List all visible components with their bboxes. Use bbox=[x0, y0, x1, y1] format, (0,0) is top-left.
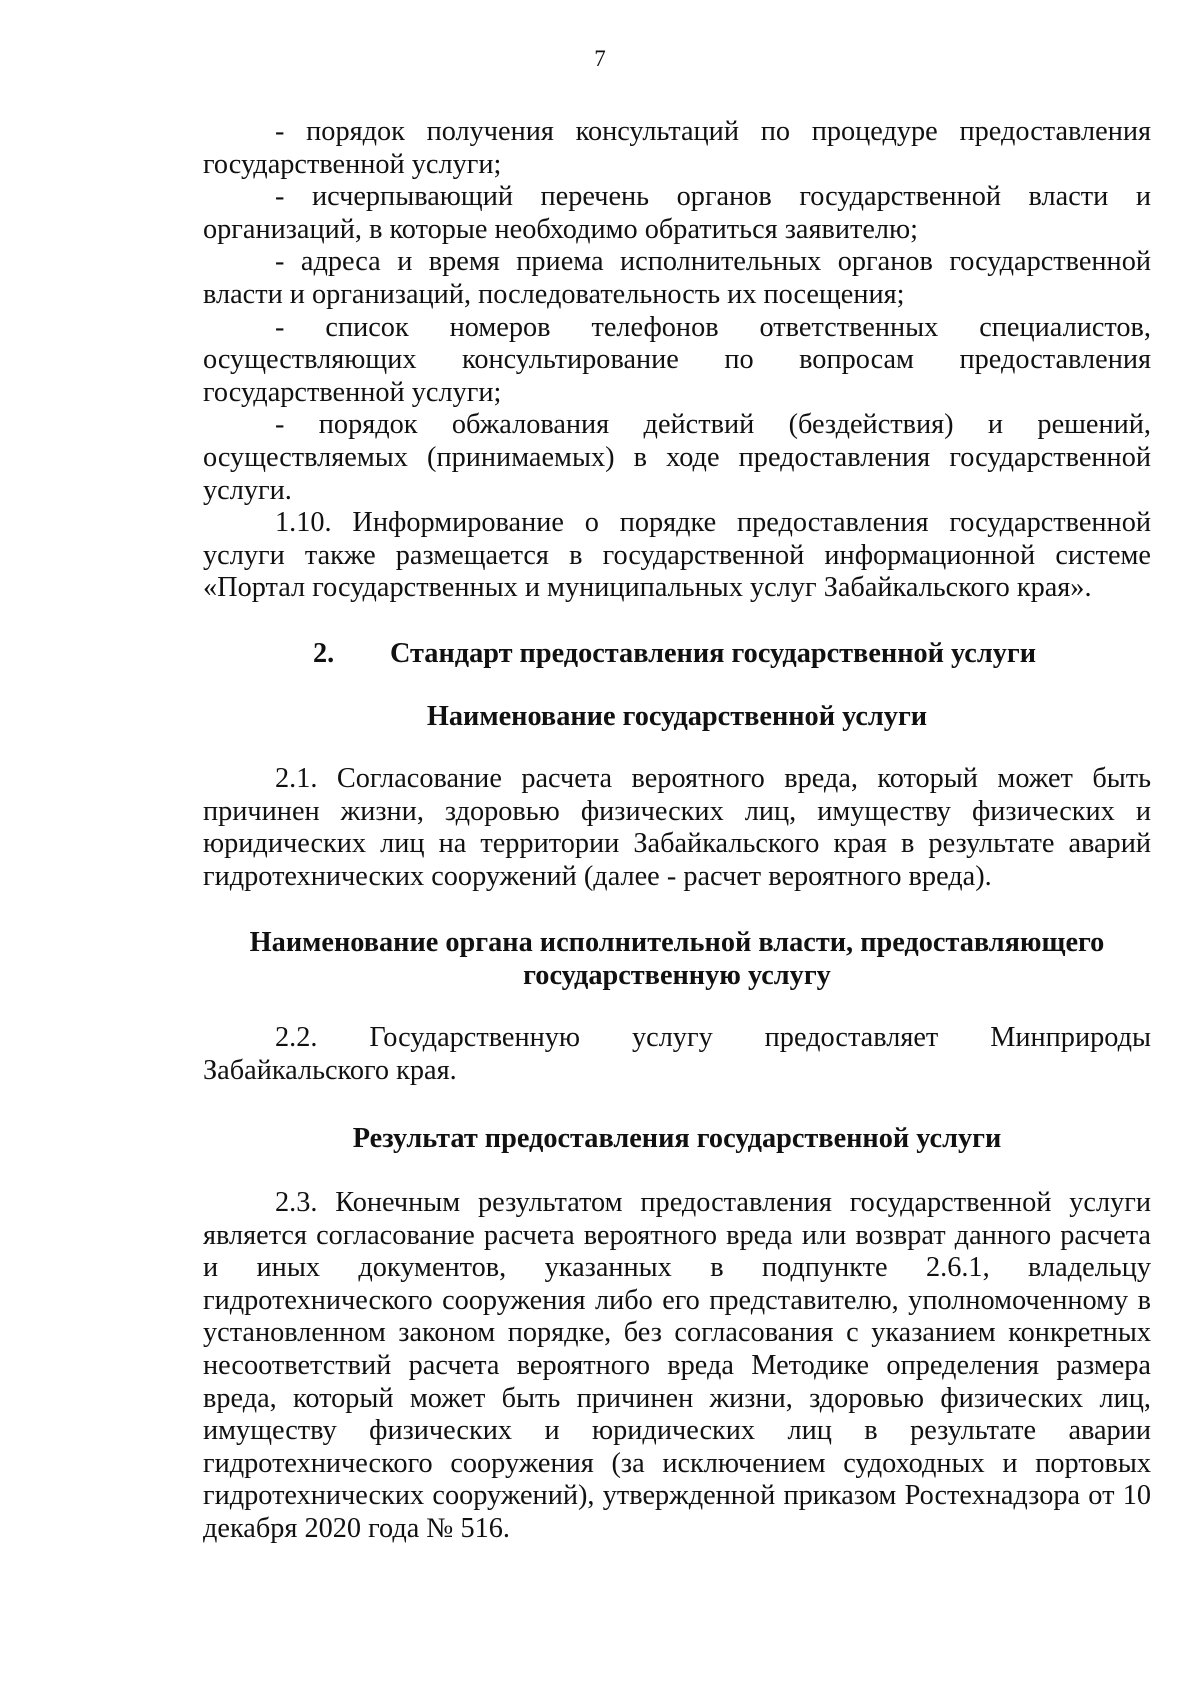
subsection-heading-name: Наименование государственной услуги bbox=[426, 701, 928, 732]
section-2-2 bbox=[203, 1022, 1151, 1087]
list-item: - адреса и время приема исполнительных органов государственной власти и организаций, последовательность их посещения; bbox=[203, 246, 1151, 310]
intro-list bbox=[203, 116, 1151, 605]
section-title: Стандарт предоставления государственной услуги bbox=[390, 638, 1037, 669]
list-item: - порядок получения консультаций по процедуре предоставления государственной услуги; bbox=[203, 116, 1151, 180]
paragraph-1-10: 1.10. Информирование о порядке предоставления государственной услуги также размещается в государственной информационной системе «Портал государственных и муниципальных услуг Забайкальского края». bbox=[203, 507, 1151, 604]
section-2-1 bbox=[203, 763, 1151, 893]
section-2-3 bbox=[203, 1187, 1151, 1546]
page-number: 7 bbox=[594, 46, 606, 71]
list-item: - список номеров телефонов ответственных специалистов, осуществляющих консультирование по вопросам предоставления государственной услуги; bbox=[203, 311, 1151, 408]
paragraph-2-1: 2.1. Согласование расчета вероятного вреда, который может быть причинен жизни, здоровью физических лиц, имуществу физических и юридических лиц на территории Забайкальского края в результате аварий гидротехнических сооружений (далее - расчет вероятного вреда). bbox=[203, 763, 1151, 892]
list-item: - исчерпывающий перечень органов государственной власти и организаций, в которые необходимо обратиться заявителю; bbox=[203, 181, 1151, 245]
paragraph-2-2: 2.2. Государственную услугу предоставляет Минприроды Забайкальского края. bbox=[203, 1022, 1151, 1086]
paragraph-2-3: 2.3. Конечным результатом предоставления государственной услуги является согласование расчета вероятного вреда или возврат данного расчета и иных документов, указанных в подпункте 2.6.1, владельцу гидротехнического сооружения либо его представителю, уполномоченному в установленном законом порядке, без согласования с указанием конкретных несоответствий расчета вероятного вреда Методике определения размера вреда, который может быть причинен жизни, здоровью физических лиц, имуществу физических и юридических лиц в результате аварии гидротехнического сооружения (за исключением судоходных и портовых гидротехнических сооружений), утвержденной приказом Ростехнадзора от 10 декабря 2020 года № 516. bbox=[203, 1187, 1151, 1544]
list-item: - порядок обжалования действий (бездействия) и решений, осуществляемых (принимаемых) в ходе предоставления государственной услуги. bbox=[203, 409, 1151, 506]
subsection-heading-organ: Наименование органа исполнительной власти, предоставляющего государственную услугу bbox=[249, 927, 1105, 991]
subsection-heading-result: Результат предоставления государственной услуги bbox=[352, 1123, 1002, 1154]
section-number: 2. bbox=[313, 638, 335, 669]
